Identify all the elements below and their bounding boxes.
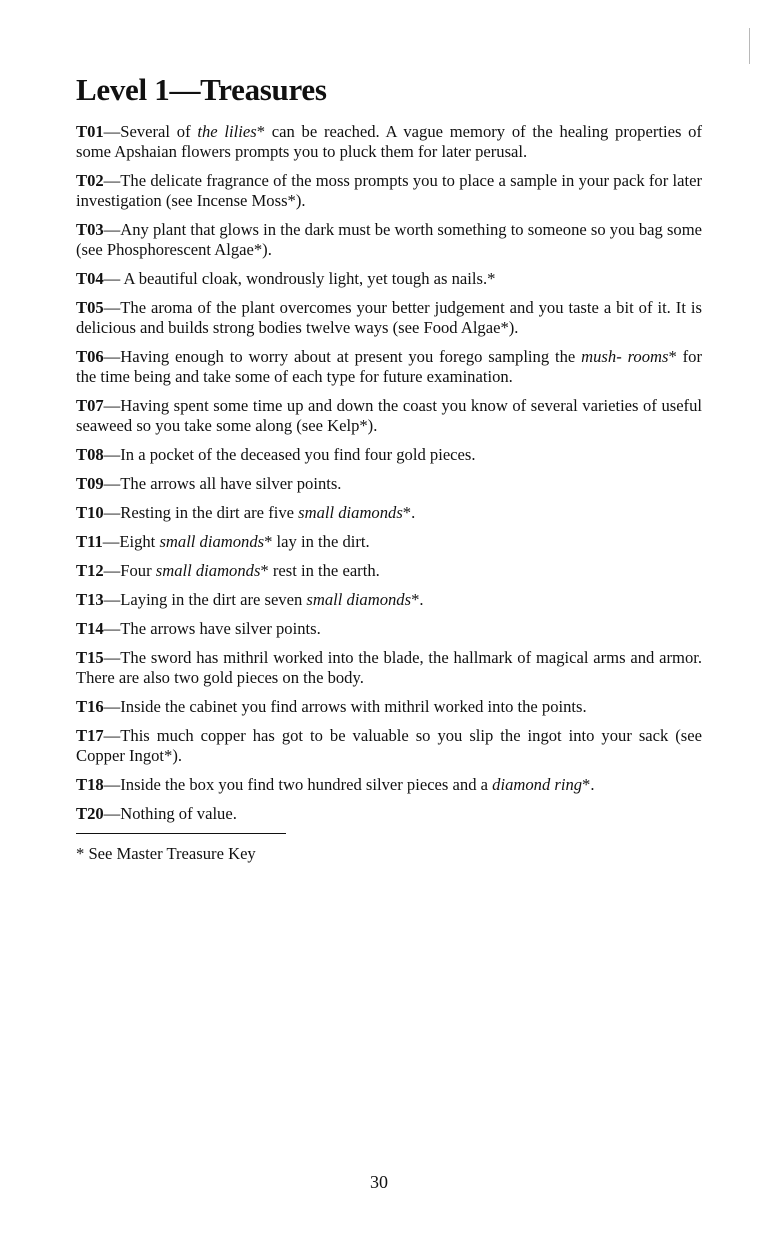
treasure-list [76, 122, 702, 824]
italic-item-name: the lilies [197, 122, 257, 141]
document-page [76, 72, 702, 864]
treasure-code: T05 [76, 298, 104, 317]
treasure-code: T06 [76, 347, 104, 366]
treasure-text: Four [120, 561, 156, 580]
treasure-entry [76, 298, 702, 338]
italic-item-name: mush- rooms [581, 347, 669, 366]
treasure-text: The sword has mithril worked into the blade, the hallmark of magical arms and armor. There are also two gold pieces on the body. [76, 648, 702, 687]
em-dash: — [102, 532, 120, 551]
em-dash: — [103, 347, 121, 366]
treasure-entry [76, 697, 702, 717]
em-dash: — [103, 220, 121, 239]
treasure-entry [76, 269, 702, 289]
em-dash: — [103, 122, 121, 141]
treasure-entry [76, 532, 702, 552]
treasure-entry [76, 619, 702, 639]
treasure-text: The delicate fragrance of the moss prompts you to place a sample in your pack for later investigation (see Incense Moss*). [76, 171, 702, 210]
treasure-entry [76, 220, 702, 260]
treasure-text: Inside the box you find two hundred silver pieces and a [120, 775, 493, 794]
treasure-text: Any plant that glows in the dark must be worth something to someone so you bag some (see Phosphorescent Algae*). [76, 220, 702, 259]
treasure-text: Inside the cabinet you find arrows with mithril worked into the points. [120, 697, 587, 716]
treasure-text: *. [582, 775, 595, 794]
treasure-entry [76, 561, 702, 581]
em-dash: — [103, 804, 121, 823]
treasure-entry [76, 503, 702, 523]
italic-item-name: small diamonds [298, 503, 403, 522]
em-dash: — [103, 619, 121, 638]
treasure-code: T07 [76, 396, 104, 415]
em-dash: — [103, 775, 121, 794]
page-number: 30 [370, 1172, 388, 1192]
treasure-code: T11 [76, 532, 103, 551]
treasure-text: The aroma of the plant overcomes your better judgement and you taste a bit of it. It is delicious and builds strong bodies twelve ways (see Food Algae*). [76, 298, 702, 337]
page-title: Level 1—Treasures [76, 72, 327, 107]
italic-item-name: diamond ring [492, 775, 583, 794]
em-dash: — [103, 269, 124, 288]
treasure-text: A beautiful cloak, wondrously light, yet tough as nails.* [123, 269, 496, 288]
treasure-text: Having enough to worry about at present you forego sampling the [120, 347, 582, 366]
em-dash: — [103, 697, 121, 716]
treasure-entry [76, 804, 702, 824]
treasure-entry [76, 726, 702, 766]
em-dash: — [103, 561, 121, 580]
treasure-code: T18 [76, 775, 104, 794]
treasure-text: The arrows all have silver points. [120, 474, 342, 493]
treasure-text: Resting in the dirt are five [120, 503, 299, 522]
treasure-code: T20 [76, 804, 104, 823]
treasure-code: T17 [76, 726, 104, 745]
treasure-code: T01 [76, 122, 104, 141]
treasure-entry [76, 648, 702, 688]
treasure-text: * can be reached. A vague memory of the healing properties of some Apshaian flowers prompts you to pluck them for later perusal. [76, 122, 702, 161]
footnote-rule [76, 833, 286, 834]
treasure-text: Nothing of value. [120, 804, 237, 823]
treasure-text: In a pocket of the deceased you find four gold pieces. [120, 445, 476, 464]
treasure-entry [76, 396, 702, 436]
treasure-entry [76, 775, 702, 795]
em-dash: — [103, 396, 121, 415]
treasure-entry [76, 171, 702, 211]
treasure-code: T10 [76, 503, 104, 522]
treasure-text: Laying in the dirt are seven [120, 590, 307, 609]
treasure-code: T08 [76, 445, 104, 464]
treasure-text: Eight [119, 532, 160, 551]
italic-item-name: small diamonds [159, 532, 265, 551]
treasure-text: * for the time being and take some of each type for future examination. [76, 347, 702, 386]
treasure-text: * rest in the earth. [260, 561, 380, 580]
italic-item-name: small diamonds [306, 590, 412, 609]
em-dash: — [103, 590, 121, 609]
treasure-code: T04 [76, 269, 104, 288]
italic-item-name: small diamonds [155, 561, 261, 580]
em-dash: — [103, 445, 121, 464]
treasure-code: T12 [76, 561, 104, 580]
treasure-text: This much copper has got to be valuable so you slip the ingot into your sack (see Copper Ingot*). [76, 726, 702, 765]
treasure-code: T14 [76, 619, 104, 638]
treasure-code: T02 [76, 171, 104, 190]
treasure-entry [76, 474, 702, 494]
em-dash: — [103, 726, 121, 745]
treasure-text: Having spent some time up and down the coast you know of several varieties of useful seaweed so you take some along (see Kelp*). [76, 396, 702, 435]
treasure-entry [76, 590, 702, 610]
treasure-text: Several of [120, 122, 198, 141]
em-dash: — [103, 648, 121, 667]
treasure-text: *. [411, 590, 424, 609]
em-dash: — [103, 503, 121, 522]
treasure-text: * lay in the dirt. [264, 532, 370, 551]
edge-scan-mark [749, 28, 750, 64]
treasure-code: T09 [76, 474, 104, 493]
em-dash: — [103, 298, 121, 317]
treasure-entry [76, 122, 702, 162]
treasure-code: T13 [76, 590, 104, 609]
em-dash: — [103, 474, 121, 493]
treasure-entry [76, 445, 702, 465]
treasure-text: *. [402, 503, 416, 522]
treasure-code: T03 [76, 220, 104, 239]
treasure-entry [76, 347, 702, 387]
treasure-text: The arrows have silver points. [120, 619, 321, 638]
footnote: * See Master Treasure Key [76, 844, 256, 863]
em-dash: — [103, 171, 121, 190]
treasure-code: T16 [76, 697, 104, 716]
treasure-code: T15 [76, 648, 104, 667]
